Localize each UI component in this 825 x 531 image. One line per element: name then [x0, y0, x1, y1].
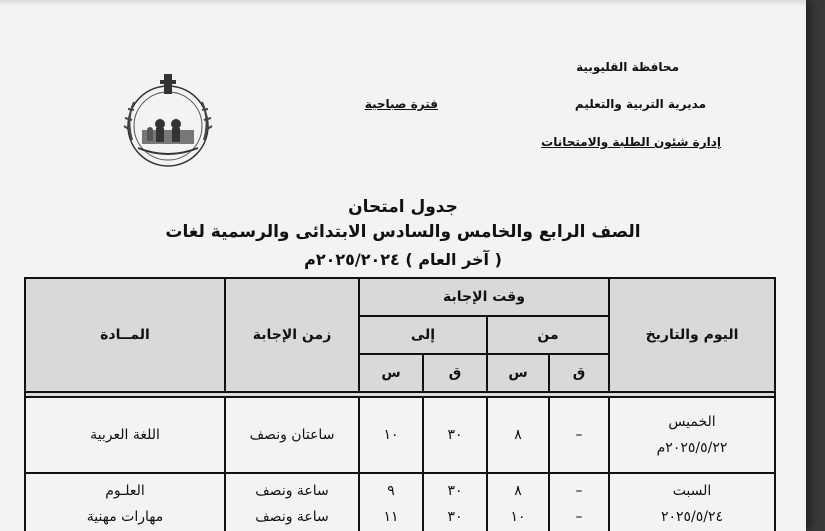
from-hour-cell: ٨ — [487, 397, 549, 473]
day-date-cell — [609, 473, 775, 531]
to-minute-cell — [423, 473, 487, 531]
day-text: الخميس — [668, 414, 716, 430]
table-row — [25, 473, 775, 531]
header-to-hour: س — [359, 354, 423, 392]
from-hour-2: ١٠ — [510, 509, 526, 525]
from-minute-cell: – — [549, 397, 609, 473]
subject-cell — [25, 473, 225, 531]
directorate-label: مديرية التربية والتعليم — [574, 97, 706, 111]
header-from-hour: س — [487, 354, 549, 392]
shift-label: فترة صباحية — [364, 97, 438, 111]
to-minute-1: ٣٠ — [447, 483, 463, 499]
header-from: من — [487, 316, 609, 354]
governorate-label: محافظة القليوبية — [576, 60, 679, 74]
header-to-minute: ق — [423, 354, 487, 392]
header-subject: المــادة — [25, 278, 225, 392]
emblem-logo — [112, 70, 224, 170]
to-hour-cell: ١٠ — [359, 397, 423, 473]
date-text: ٢٠٢٥/٥/٢٤ — [660, 509, 724, 525]
from-minute-2: – — [575, 509, 583, 525]
title-line-3: ( آخر العام ) ٢٠٢٥/٢٠٢٤م — [304, 250, 502, 269]
header-day-date: اليوم والتاريخ — [609, 278, 775, 392]
duration-2: ساعة ونصف — [255, 509, 329, 525]
page-top-edge — [0, 0, 806, 6]
day-date-cell — [609, 397, 775, 473]
header-from-minute: ق — [549, 354, 609, 392]
to-hour-2: ١١ — [383, 509, 399, 525]
day-text: السبت — [672, 483, 712, 499]
table-row — [25, 397, 775, 473]
header-duration: زمن الإجابة — [225, 278, 359, 392]
to-hour-1: ٩ — [387, 483, 395, 499]
duration-1: ساعة ونصف — [255, 483, 329, 499]
duration-cell — [225, 473, 359, 531]
from-hour-1: ٨ — [514, 483, 522, 499]
department-label: إدارة شئون الطلبة والامتحانات — [541, 135, 721, 149]
to-minute-cell: ٣٠ — [423, 397, 487, 473]
subject-2: مهارات مهنية — [86, 509, 164, 525]
to-hour-cell — [359, 473, 423, 531]
subject-1: العلـوم — [105, 483, 145, 499]
date-text: ٢٠٢٥/٥/٢٢م — [656, 440, 728, 456]
to-minute-2: ٣٠ — [447, 509, 463, 525]
subject-cell: اللغة العربية — [25, 397, 225, 473]
duration-cell: ساعتان ونصف — [225, 397, 359, 473]
from-hour-cell — [487, 473, 549, 531]
title-line-1: جدول امتحان — [348, 197, 458, 217]
header-to: إلى — [359, 316, 487, 354]
exam-schedule-table — [24, 277, 776, 531]
from-minute-cell — [549, 473, 609, 531]
from-minute-1: – — [575, 483, 583, 499]
header-answer-time: وقت الإجابة — [359, 278, 609, 316]
title-line-2: الصف الرابع والخامس والسادس الابتدائى والرسمية لغات — [165, 222, 641, 242]
